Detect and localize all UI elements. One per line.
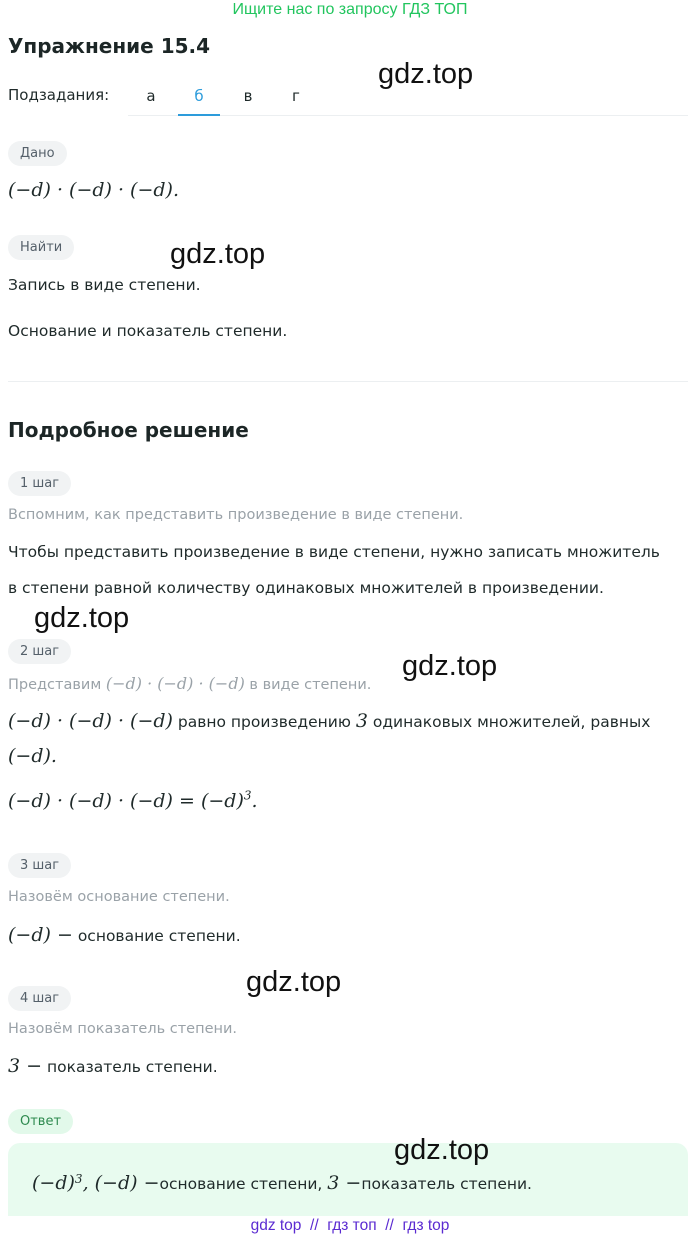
step-3-hint: Назовём основание степени.: [8, 889, 230, 905]
step-2-hint: [8, 674, 371, 693]
given-expression: (−d) · (−d) · (−d).: [8, 179, 179, 201]
step-3-chip: 3 шаг: [8, 853, 71, 878]
step-2-equation-left: (−d) · (−d) · (−d) = (−d): [8, 790, 244, 812]
footer-links[interactable]: gdz top // гдз топ // гдз top: [250, 1217, 450, 1234]
step-1-chip: 1 шаг: [8, 471, 71, 496]
step-3-text: основание степени.: [77, 927, 241, 945]
answer-text-1: основание степени,: [159, 1175, 323, 1193]
step-4-line: [8, 1053, 218, 1080]
step-2-chip: 2 шаг: [8, 639, 71, 664]
tab-g[interactable]: г: [292, 87, 300, 105]
answer-expression-exponent: 3: [74, 1171, 83, 1186]
step-2-expression-2: (−d).: [8, 745, 57, 767]
step-2-line-1: [8, 708, 650, 735]
tab-b[interactable]: б: [178, 76, 220, 116]
step-2-equation: [8, 790, 258, 812]
solution-title: Подробное решение: [8, 418, 249, 442]
subtasks-label: Подзадания:: [8, 86, 110, 104]
step-4-hint: Назовём показатель степени.: [8, 1021, 238, 1037]
watermark: gdz.top: [394, 1134, 490, 1166]
watermark: gdz.top: [246, 966, 342, 998]
step-3-expression: (−d) −: [8, 924, 73, 946]
divider: [8, 381, 688, 382]
step-2-equation-end: .: [251, 790, 258, 812]
step-4-expression: 3 −: [8, 1055, 43, 1077]
answer-line: [32, 1170, 532, 1197]
step-2-hint-expression: (−d) · (−d) · (−d): [105, 674, 245, 693]
watermark: gdz.top: [402, 650, 498, 682]
step-1-line-1: Чтобы представить произведение в виде степени, нужно записать множитель: [8, 543, 660, 561]
step-2-hint-post: в виде степени.: [249, 677, 372, 693]
watermark: gdz.top: [378, 58, 474, 90]
answer-chip: Ответ: [8, 1109, 73, 1134]
step-1-hint: Вспомним, как представить произведение в виде степени.: [8, 507, 464, 523]
step-2-text-2: одинаковых множителей, равных: [372, 713, 651, 731]
tab-v[interactable]: в: [243, 87, 253, 105]
step-3-line: [8, 922, 241, 949]
exercise-title: Упражнение 15.4: [8, 34, 211, 58]
find-chip: Найти: [8, 235, 74, 260]
find-line-1: Запись в виде степени.: [8, 276, 201, 294]
step-2-number: 3: [355, 710, 368, 732]
answer-number: 3 −: [327, 1172, 362, 1194]
top-banner: Ищите нас по запросу ГДЗ ТОП: [232, 1, 468, 18]
given-chip: Дано: [8, 141, 67, 166]
answer-text-2: показатель степени.: [361, 1175, 532, 1193]
step-2-equation-exponent: 3: [243, 788, 252, 803]
step-2-hint-pre: Представим: [8, 677, 102, 693]
step-2-text-1: равно произведению: [177, 713, 351, 731]
watermark: gdz.top: [34, 602, 130, 634]
watermark: gdz.top: [170, 238, 266, 270]
answer-expression-base: (−d): [32, 1172, 75, 1194]
step-4-chip: 4 шаг: [8, 986, 71, 1011]
find-line-2: Основание и показатель степени.: [8, 322, 288, 340]
step-1-line-2: в степени равной количеству одинаковых множителей в произведении.: [8, 579, 604, 597]
tab-a[interactable]: а: [146, 87, 156, 105]
step-4-text: показатель степени.: [47, 1058, 218, 1076]
answer-expression-rest: , (−d) −: [82, 1172, 160, 1194]
step-2-expression-1: (−d) · (−d) · (−d): [8, 710, 173, 732]
